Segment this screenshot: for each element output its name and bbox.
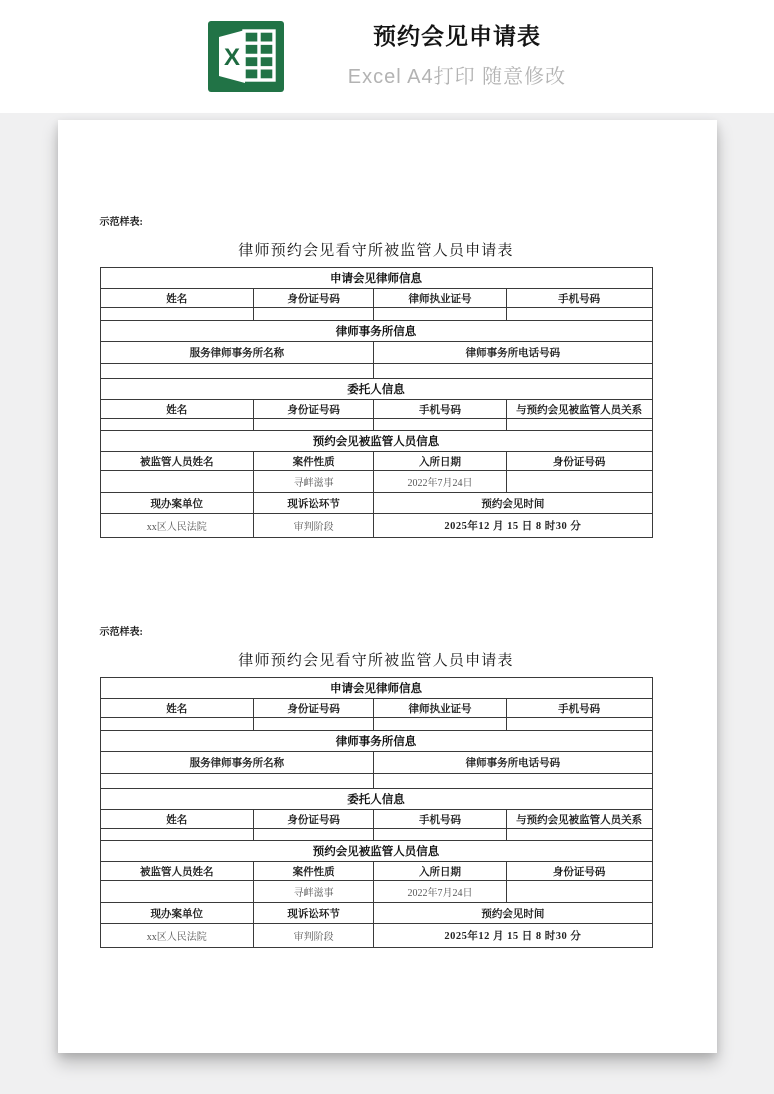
site-header: [0, 0, 774, 113]
table-row: [100, 268, 652, 289]
table-cell: [506, 718, 652, 731]
table-cell: 案件性质: [253, 452, 373, 471]
table-cell: 与预约会见被监管人员关系: [506, 400, 652, 419]
page-title: 预约会见申请表: [372, 23, 541, 50]
table-cell: 服务律师事务所名称: [100, 752, 374, 774]
table-cell: [100, 829, 253, 841]
table-cell: 服务律师事务所名称: [100, 342, 374, 364]
table-cell: [253, 419, 373, 431]
table-row: [100, 862, 652, 881]
table-cell: 姓名: [100, 289, 253, 308]
table-cell: 入所日期: [374, 452, 506, 471]
table-cell: 预约会见被监管人员信息: [100, 431, 652, 452]
sample-block-1: [100, 213, 653, 538]
table-cell: 委托人信息: [100, 379, 652, 400]
table-cell: 申请会见律师信息: [100, 268, 652, 289]
table-cell: 2022年7月24日: [374, 881, 506, 903]
table-cell: 身份证号码: [253, 289, 373, 308]
table-row: [100, 419, 652, 431]
table-row: [100, 514, 652, 538]
table-cell: 2025年12 月 15 日 8 时30 分: [374, 514, 652, 538]
table-row: [100, 810, 652, 829]
svg-text:X: X: [223, 44, 240, 71]
table-row: [100, 774, 652, 789]
table-cell: [374, 419, 506, 431]
table-cell: [100, 718, 253, 731]
table-row: [100, 493, 652, 514]
table-cell: [100, 419, 253, 431]
table-row: [100, 471, 652, 493]
table-cell: 身份证号码: [253, 699, 373, 718]
form-table-title-2: 律师预约会见看守所被监管人员申请表: [238, 653, 514, 669]
table-row: [100, 289, 652, 308]
table-cell: [374, 774, 652, 789]
table-cell: 手机号码: [374, 400, 506, 419]
table-row: [100, 841, 652, 862]
table-cell: 审判阶段: [253, 924, 373, 948]
table-cell: [253, 829, 373, 841]
table-cell: 律师执业证号: [374, 699, 506, 718]
table-cell: 姓名: [100, 400, 253, 419]
table-cell: [100, 471, 253, 493]
table-cell: 预约会见时间: [374, 493, 652, 514]
table-cell: 被监管人员姓名: [100, 452, 253, 471]
table-row: [100, 903, 652, 924]
table-cell: xx区人民法院: [100, 924, 253, 948]
form-table-title-1: 律师预约会见看守所被监管人员申请表: [238, 243, 514, 259]
table-row: [100, 379, 652, 400]
application-form-table-1: [100, 267, 653, 538]
table-cell: 身份证号码: [253, 400, 373, 419]
table-cell: [506, 881, 652, 903]
table-row: [100, 678, 652, 699]
table-cell: [374, 308, 506, 321]
table-row: [100, 881, 652, 903]
table-cell: 身份证号码: [253, 810, 373, 829]
table-cell: 律师执业证号: [374, 289, 506, 308]
table-cell: 预约会见时间: [374, 903, 652, 924]
table-cell: xx区人民法院: [100, 514, 253, 538]
table-cell: [253, 308, 373, 321]
table-cell: 律师事务所信息: [100, 321, 652, 342]
table-cell: 2025年12 月 15 日 8 时30 分: [374, 924, 652, 948]
table-row: [100, 789, 652, 810]
table-cell: [100, 774, 374, 789]
table-row: [100, 718, 652, 731]
sample-block-2: [100, 623, 653, 948]
table-cell: 手机号码: [506, 699, 652, 718]
header-text-block: [348, 24, 566, 88]
table-cell: 身份证号码: [506, 862, 652, 881]
table-cell: 律师事务所电话号码: [374, 342, 652, 364]
table-cell: [506, 829, 652, 841]
table-row: [100, 431, 652, 452]
table-cell: 现诉讼环节: [253, 903, 373, 924]
table-cell: 现办案单位: [100, 903, 253, 924]
excel-icon: [208, 21, 284, 92]
table-cell: 2022年7月24日: [374, 471, 506, 493]
table-row: [100, 731, 652, 752]
table-cell: 申请会见律师信息: [100, 678, 652, 699]
table-cell: 审判阶段: [253, 514, 373, 538]
table-row: [100, 829, 652, 841]
table-cell: 姓名: [100, 810, 253, 829]
table-cell: 案件性质: [253, 862, 373, 881]
table-cell: 现办案单位: [100, 493, 253, 514]
table-cell: 姓名: [100, 699, 253, 718]
table-row: [100, 699, 652, 718]
table-cell: 入所日期: [374, 862, 506, 881]
application-form-table-2: [100, 677, 653, 948]
table-cell: 手机号码: [374, 810, 506, 829]
table-cell: [100, 308, 253, 321]
table-row: [100, 400, 652, 419]
table-cell: [100, 364, 374, 379]
table-cell: 手机号码: [506, 289, 652, 308]
sample-label-2: 示范样表:: [99, 627, 143, 638]
table-cell: [253, 718, 373, 731]
table-row: [100, 924, 652, 948]
table-cell: [374, 718, 506, 731]
table-cell: 预约会见被监管人员信息: [100, 841, 652, 862]
table-cell: [506, 308, 652, 321]
table-row: [100, 364, 652, 379]
table-cell: [506, 471, 652, 493]
sample-label-1: 示范样表:: [99, 217, 143, 228]
table-row: [100, 308, 652, 321]
table-row: [100, 342, 652, 364]
table-cell: 寻衅滋事: [253, 471, 373, 493]
table-cell: 被监管人员姓名: [100, 862, 253, 881]
table-cell: 律师事务所信息: [100, 731, 652, 752]
document-page: [58, 120, 717, 1053]
table-cell: [374, 829, 506, 841]
table-cell: 律师事务所电话号码: [374, 752, 652, 774]
table-row: [100, 321, 652, 342]
page-subtitle: Excel A4打印 随意修改: [347, 65, 567, 88]
table-cell: 寻衅滋事: [253, 881, 373, 903]
table-cell: 与预约会见被监管人员关系: [506, 810, 652, 829]
table-cell: 委托人信息: [100, 789, 652, 810]
table-cell: 现诉讼环节: [253, 493, 373, 514]
table-row: [100, 452, 652, 471]
table-row: [100, 752, 652, 774]
table-cell: [100, 881, 253, 903]
table-cell: [506, 419, 652, 431]
table-cell: [374, 364, 652, 379]
table-cell: 身份证号码: [506, 452, 652, 471]
